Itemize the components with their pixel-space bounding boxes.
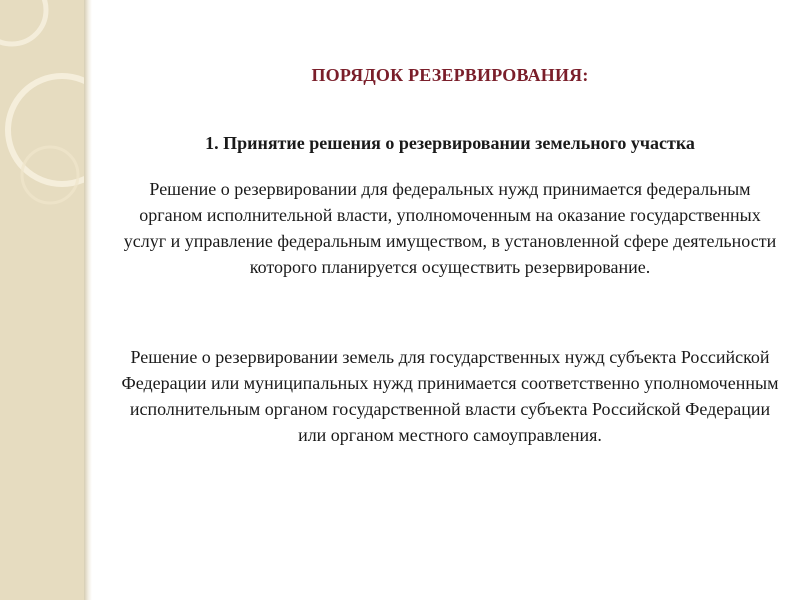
slide-subtitle: 1. Принятие решения о резервировании земельного участка bbox=[205, 133, 695, 153]
decorative-rings-graphic bbox=[0, 0, 84, 600]
slide-title: ПОРЯДОК РЕЗЕРВИРОВАНИЯ: bbox=[311, 65, 589, 85]
decorative-side-panel bbox=[0, 0, 84, 600]
paragraph-regional-municipal-needs: Решение о резервировании земель для государственных нужд субъекта Российской Федерации или муниципальных нужд принимается соответственно уполномоченным исполнительным органом государственной власти субъекта Российской Федерации или органом местного самоуправления. bbox=[121, 347, 779, 445]
decorative-ring-large bbox=[8, 76, 84, 184]
paragraph-federal-needs: Решение о резервировании для федеральных нужд принимается федеральным органом исполнительной власти, уполномоченным на оказание государственных услуг и управление федеральным имуществом, в установленной сфере деятельности которого планируется осуществить резервирование. bbox=[123, 179, 777, 277]
slide-content bbox=[120, 0, 780, 600]
panel-divider bbox=[84, 0, 92, 600]
decorative-ring-small bbox=[0, 0, 46, 44]
